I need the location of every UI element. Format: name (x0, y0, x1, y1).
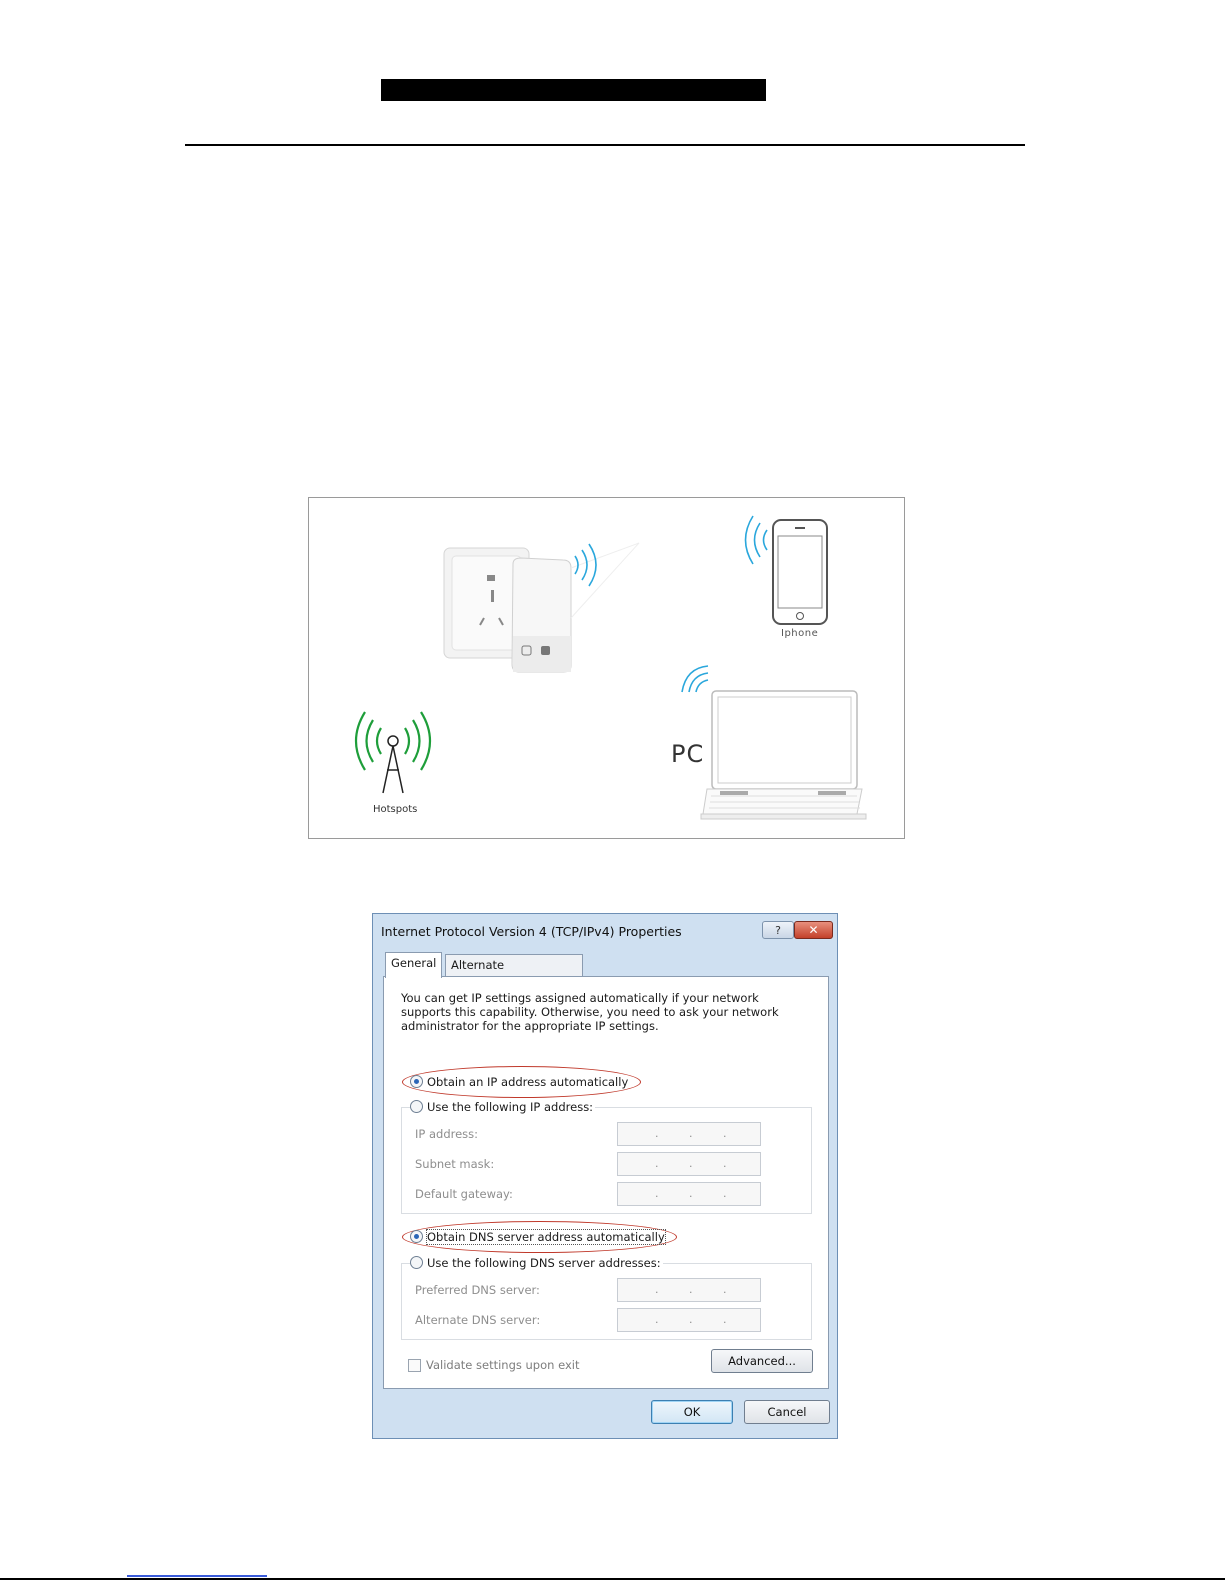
hotspot-wifi-icon (356, 712, 430, 770)
dns-auto-radio[interactable] (410, 1229, 665, 1245)
laptop-icon (701, 691, 866, 819)
ip-address-label: IP address: (415, 1127, 479, 1141)
illustration-graphics (309, 498, 904, 838)
dns-manual-radio-dot[interactable] (410, 1256, 423, 1269)
laptop-wifi-icon (682, 666, 708, 692)
hotspot-tower-icon (383, 736, 403, 793)
validate-settings-label: Validate settings upon exit (426, 1358, 580, 1372)
validate-settings-checkbox[interactable] (408, 1359, 421, 1372)
alternate-dns-input[interactable]: . . . (617, 1308, 761, 1332)
subnet-mask-label: Subnet mask: (415, 1157, 495, 1171)
dns-auto-label: Obtain DNS server address automatically (427, 1230, 665, 1244)
ip-manual-radio[interactable] (410, 1099, 595, 1115)
tab-alternate-configuration[interactable]: Alternate (445, 954, 583, 976)
device-wifi-icon (575, 544, 596, 586)
footer-link-underline[interactable] (127, 1575, 267, 1577)
help-button[interactable]: ? (762, 921, 794, 939)
close-button[interactable]: ✕ (794, 921, 833, 939)
ip-manual-label: Use the following IP address: (427, 1100, 594, 1114)
ip-auto-radio[interactable] (410, 1074, 628, 1090)
preferred-dns-label: Preferred DNS server: (415, 1283, 540, 1297)
tcpip-properties-dialog (372, 913, 838, 1439)
tab-general[interactable]: General (385, 952, 442, 978)
iphone-wifi-icon (746, 516, 768, 564)
dns-manual-label: Use the following DNS server addresses: (427, 1256, 661, 1270)
intro-text: You can get IP settings assigned automatically if your network supports this capability. Otherwise, you need to ask your network administrator for the appropriate IP settings. (401, 991, 779, 1033)
general-tab-panel (383, 976, 829, 1389)
preferred-dns-input[interactable]: . . . (617, 1278, 761, 1302)
subnet-mask-input[interactable]: . . . (617, 1152, 761, 1176)
advanced-button[interactable]: Advanced... (711, 1349, 813, 1373)
dialog-titlebar (373, 914, 837, 948)
ip-manual-radio-dot[interactable] (410, 1100, 423, 1113)
ip-address-input[interactable]: . . . (617, 1122, 761, 1146)
iphone-icon (773, 520, 827, 624)
dns-manual-radio[interactable] (410, 1255, 663, 1271)
alternate-dns-label: Alternate DNS server: (415, 1313, 541, 1327)
ip-auto-radio-dot[interactable] (410, 1075, 423, 1088)
hotspots-label: Hotspots (373, 804, 418, 815)
cancel-button[interactable]: Cancel (744, 1400, 830, 1424)
wifi-plug-device-icon (512, 543, 639, 672)
header-divider (185, 144, 1025, 146)
footer-divider (0, 1578, 1225, 1580)
ok-button[interactable]: OK (651, 1400, 733, 1424)
default-gateway-input[interactable]: . . . (617, 1182, 761, 1206)
default-gateway-label: Default gateway: (415, 1187, 513, 1201)
network-illustration (308, 497, 905, 839)
ip-auto-label: Obtain an IP address automatically (427, 1075, 629, 1089)
pc-label: PC (671, 740, 705, 768)
dns-auto-radio-dot[interactable] (410, 1230, 423, 1243)
redacted-title-bar (381, 79, 766, 101)
iphone-label: Iphone (781, 628, 819, 639)
dialog-title: Internet Protocol Version 4 (TCP/IPv4) Properties (381, 924, 682, 939)
